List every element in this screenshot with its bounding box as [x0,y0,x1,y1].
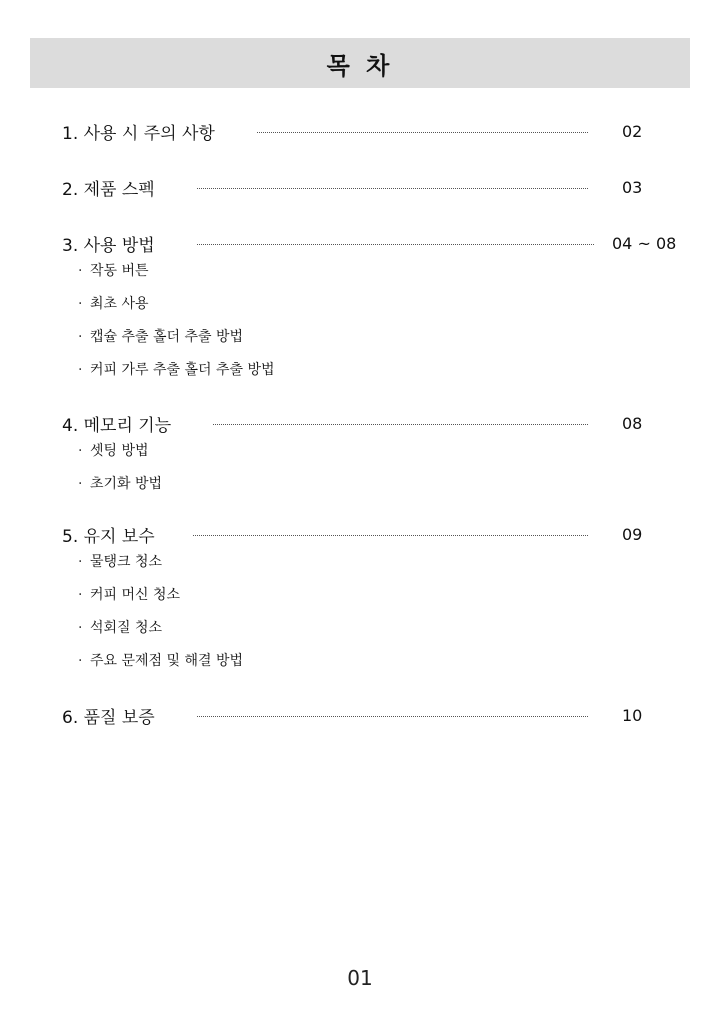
dot-leader [213,424,588,425]
subsection-label: 셋팅 방법 [90,443,149,459]
list-item[interactable] [62,552,672,585]
subsection-label: 캡슐 추출 홀더 추출 방법 [90,329,244,345]
section-title: 1. 사용 시 주의 사항 [62,123,215,144]
subsection-label: 커피 머신 청소 [90,587,181,603]
toc-entry[interactable] [62,231,677,256]
bullet-icon: · [78,329,83,345]
dot-leader [193,535,588,536]
list-item[interactable] [62,474,672,507]
toc-section-maintenance [62,522,672,684]
list-item[interactable] [62,651,672,684]
list-item[interactable] [62,360,672,393]
bullet-icon: · [78,362,83,378]
section-title: 5. 유지 보수 [62,526,155,547]
subsection-label: 석회질 청소 [90,620,163,636]
bullet-icon: · [78,620,83,636]
section-page-number: 02 [622,121,643,141]
subsection-label: 작동 버튼 [90,263,149,279]
section-page-number: 04 ~ 08 [612,233,677,253]
dot-leader [197,188,588,189]
toc-entry[interactable] [62,703,672,727]
bullet-icon: · [78,587,83,603]
footer-page-number: 01 [347,966,373,990]
toc-section-safety [62,119,672,143]
list-item[interactable] [62,585,672,618]
subsection-label: 물탱크 청소 [90,554,163,570]
subsection-label: 주요 문제점 및 해결 방법 [90,653,244,669]
subsection-list [62,552,672,684]
section-page-number: 09 [622,524,643,544]
list-item[interactable] [62,327,672,360]
subsection-label: 최초 사용 [90,296,149,312]
section-page-number: 10 [622,705,643,725]
subsection-list [62,261,672,393]
section-title: 6. 품질 보증 [62,707,155,728]
bullet-icon: · [78,263,83,279]
section-title: 3. 사용 방법 [62,235,155,256]
subsection-label: 커피 가루 추출 홀더 추출 방법 [90,362,275,378]
toc-section-memory [62,411,672,507]
section-page-number: 03 [622,177,643,197]
section-title: 2. 제품 스펙 [62,179,155,200]
page-title: 목 차 [326,51,394,80]
subsection-label: 초기화 방법 [90,476,163,492]
bullet-icon: · [78,296,83,312]
toc-section-specs [62,175,672,199]
toc-entry[interactable] [62,119,672,143]
list-item[interactable] [62,441,672,474]
bullet-icon: · [78,554,83,570]
bullet-icon: · [78,476,83,492]
toc-section-usage [62,231,677,393]
dot-leader [257,132,588,133]
section-title: 4. 메모리 기능 [62,415,172,436]
section-page-number: 08 [622,413,643,433]
toc-entry[interactable] [62,411,672,435]
list-item[interactable] [62,294,672,327]
toc-entry[interactable] [62,522,672,546]
toc-title-bar [30,38,690,88]
bullet-icon: · [78,653,83,669]
dot-leader [197,244,594,245]
list-item[interactable] [62,618,672,651]
toc-section-warranty [62,703,672,727]
dot-leader [197,716,588,717]
list-item[interactable] [62,261,672,294]
toc-entry[interactable] [62,175,672,199]
bullet-icon: · [78,443,83,459]
subsection-list [62,441,672,507]
